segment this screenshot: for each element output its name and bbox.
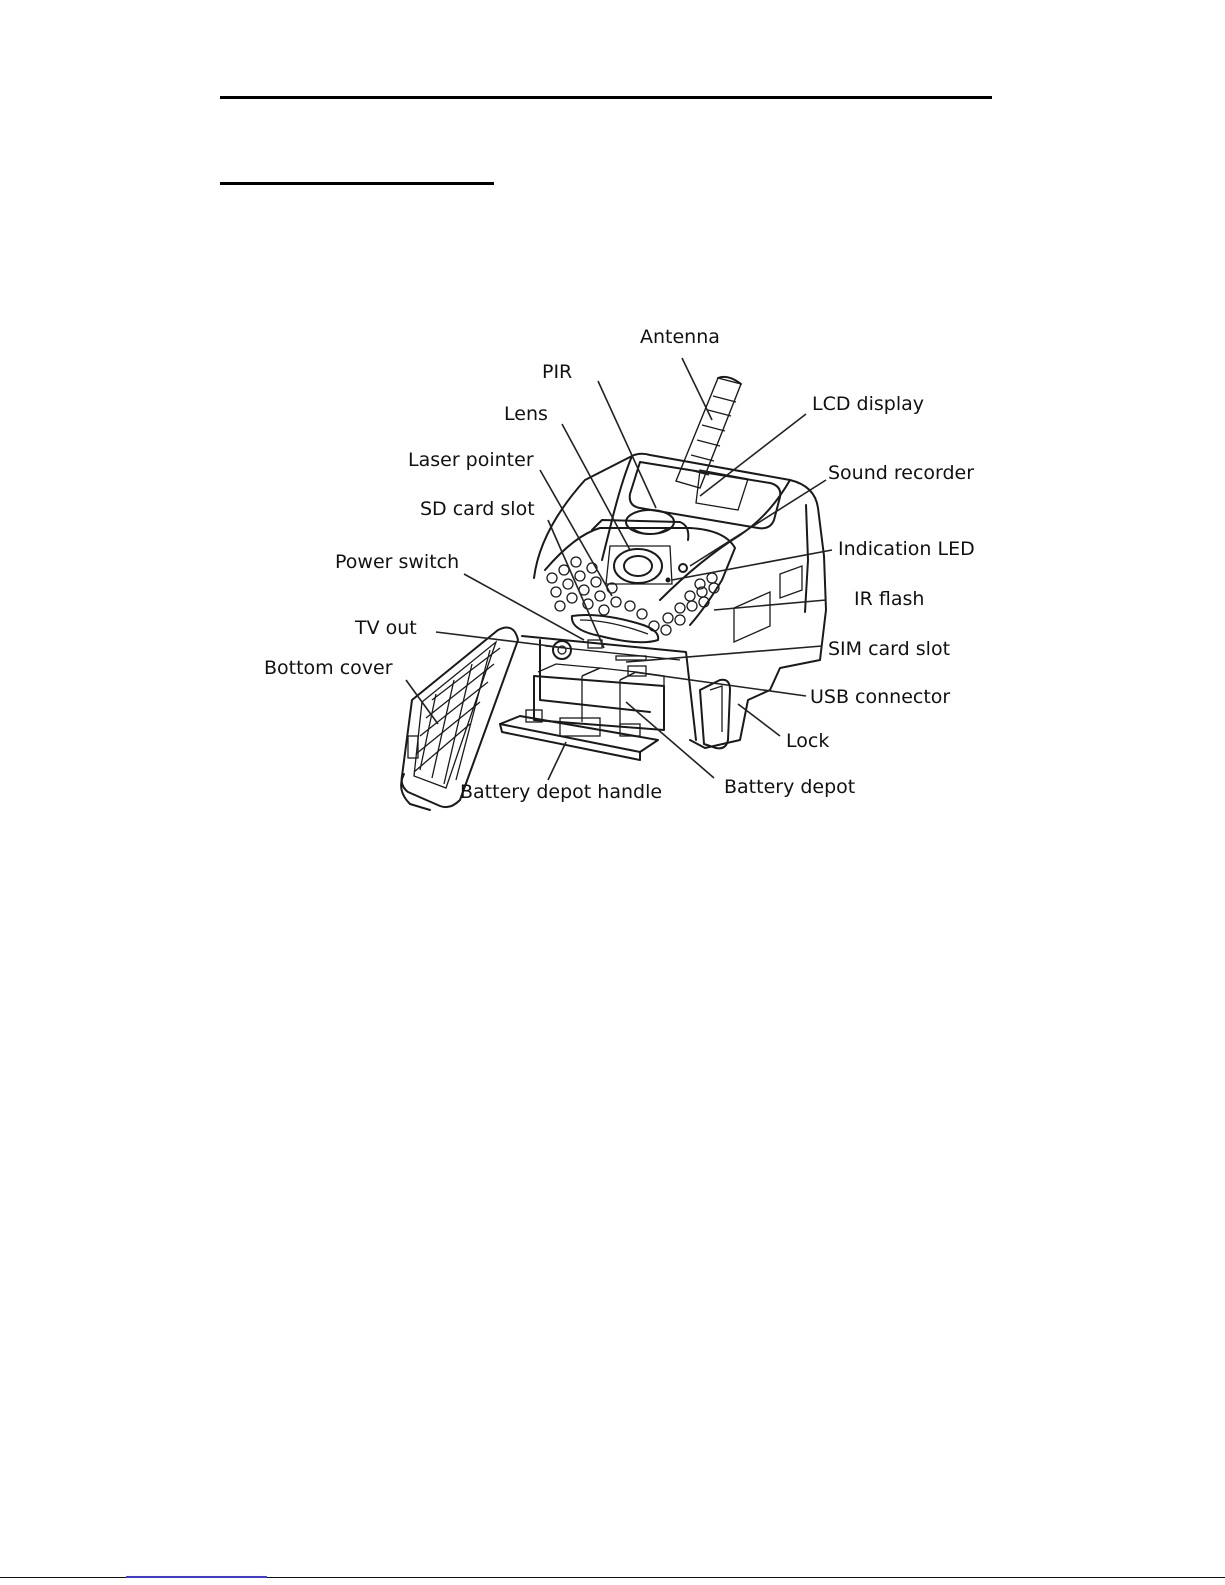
camera-illustration	[401, 377, 826, 810]
lens-drawing	[606, 546, 672, 584]
label-bottom-cover: Bottom cover	[264, 657, 393, 679]
footer-link-underline[interactable]	[126, 1576, 267, 1578]
label-antenna: Antenna	[640, 326, 720, 348]
label-pir: PIR	[542, 361, 573, 383]
label-indication-led: Indication LED	[838, 538, 975, 560]
label-sd-card-slot: SD card slot	[420, 498, 535, 520]
label-lock: Lock	[786, 730, 830, 752]
label-tv-out: TV out	[355, 617, 417, 639]
label-battery-depot-handle: Battery depot handle	[460, 781, 663, 803]
label-lens: Lens	[504, 403, 548, 425]
label-power-switch: Power switch	[335, 551, 460, 573]
lcd-display-drawing	[630, 462, 781, 528]
label-lcd-display: LCD display	[812, 393, 924, 415]
lock-drawing	[700, 680, 730, 749]
label-sim-card-slot: SIM card slot	[828, 638, 951, 660]
label-sound-recorder: Sound recorder	[828, 462, 975, 484]
label-usb-connector: USB connector	[810, 686, 951, 708]
label-ir-flash: IR flash	[854, 588, 925, 610]
label-battery-depot: Battery depot	[724, 776, 856, 798]
label-laser-pointer: Laser pointer	[408, 449, 534, 471]
